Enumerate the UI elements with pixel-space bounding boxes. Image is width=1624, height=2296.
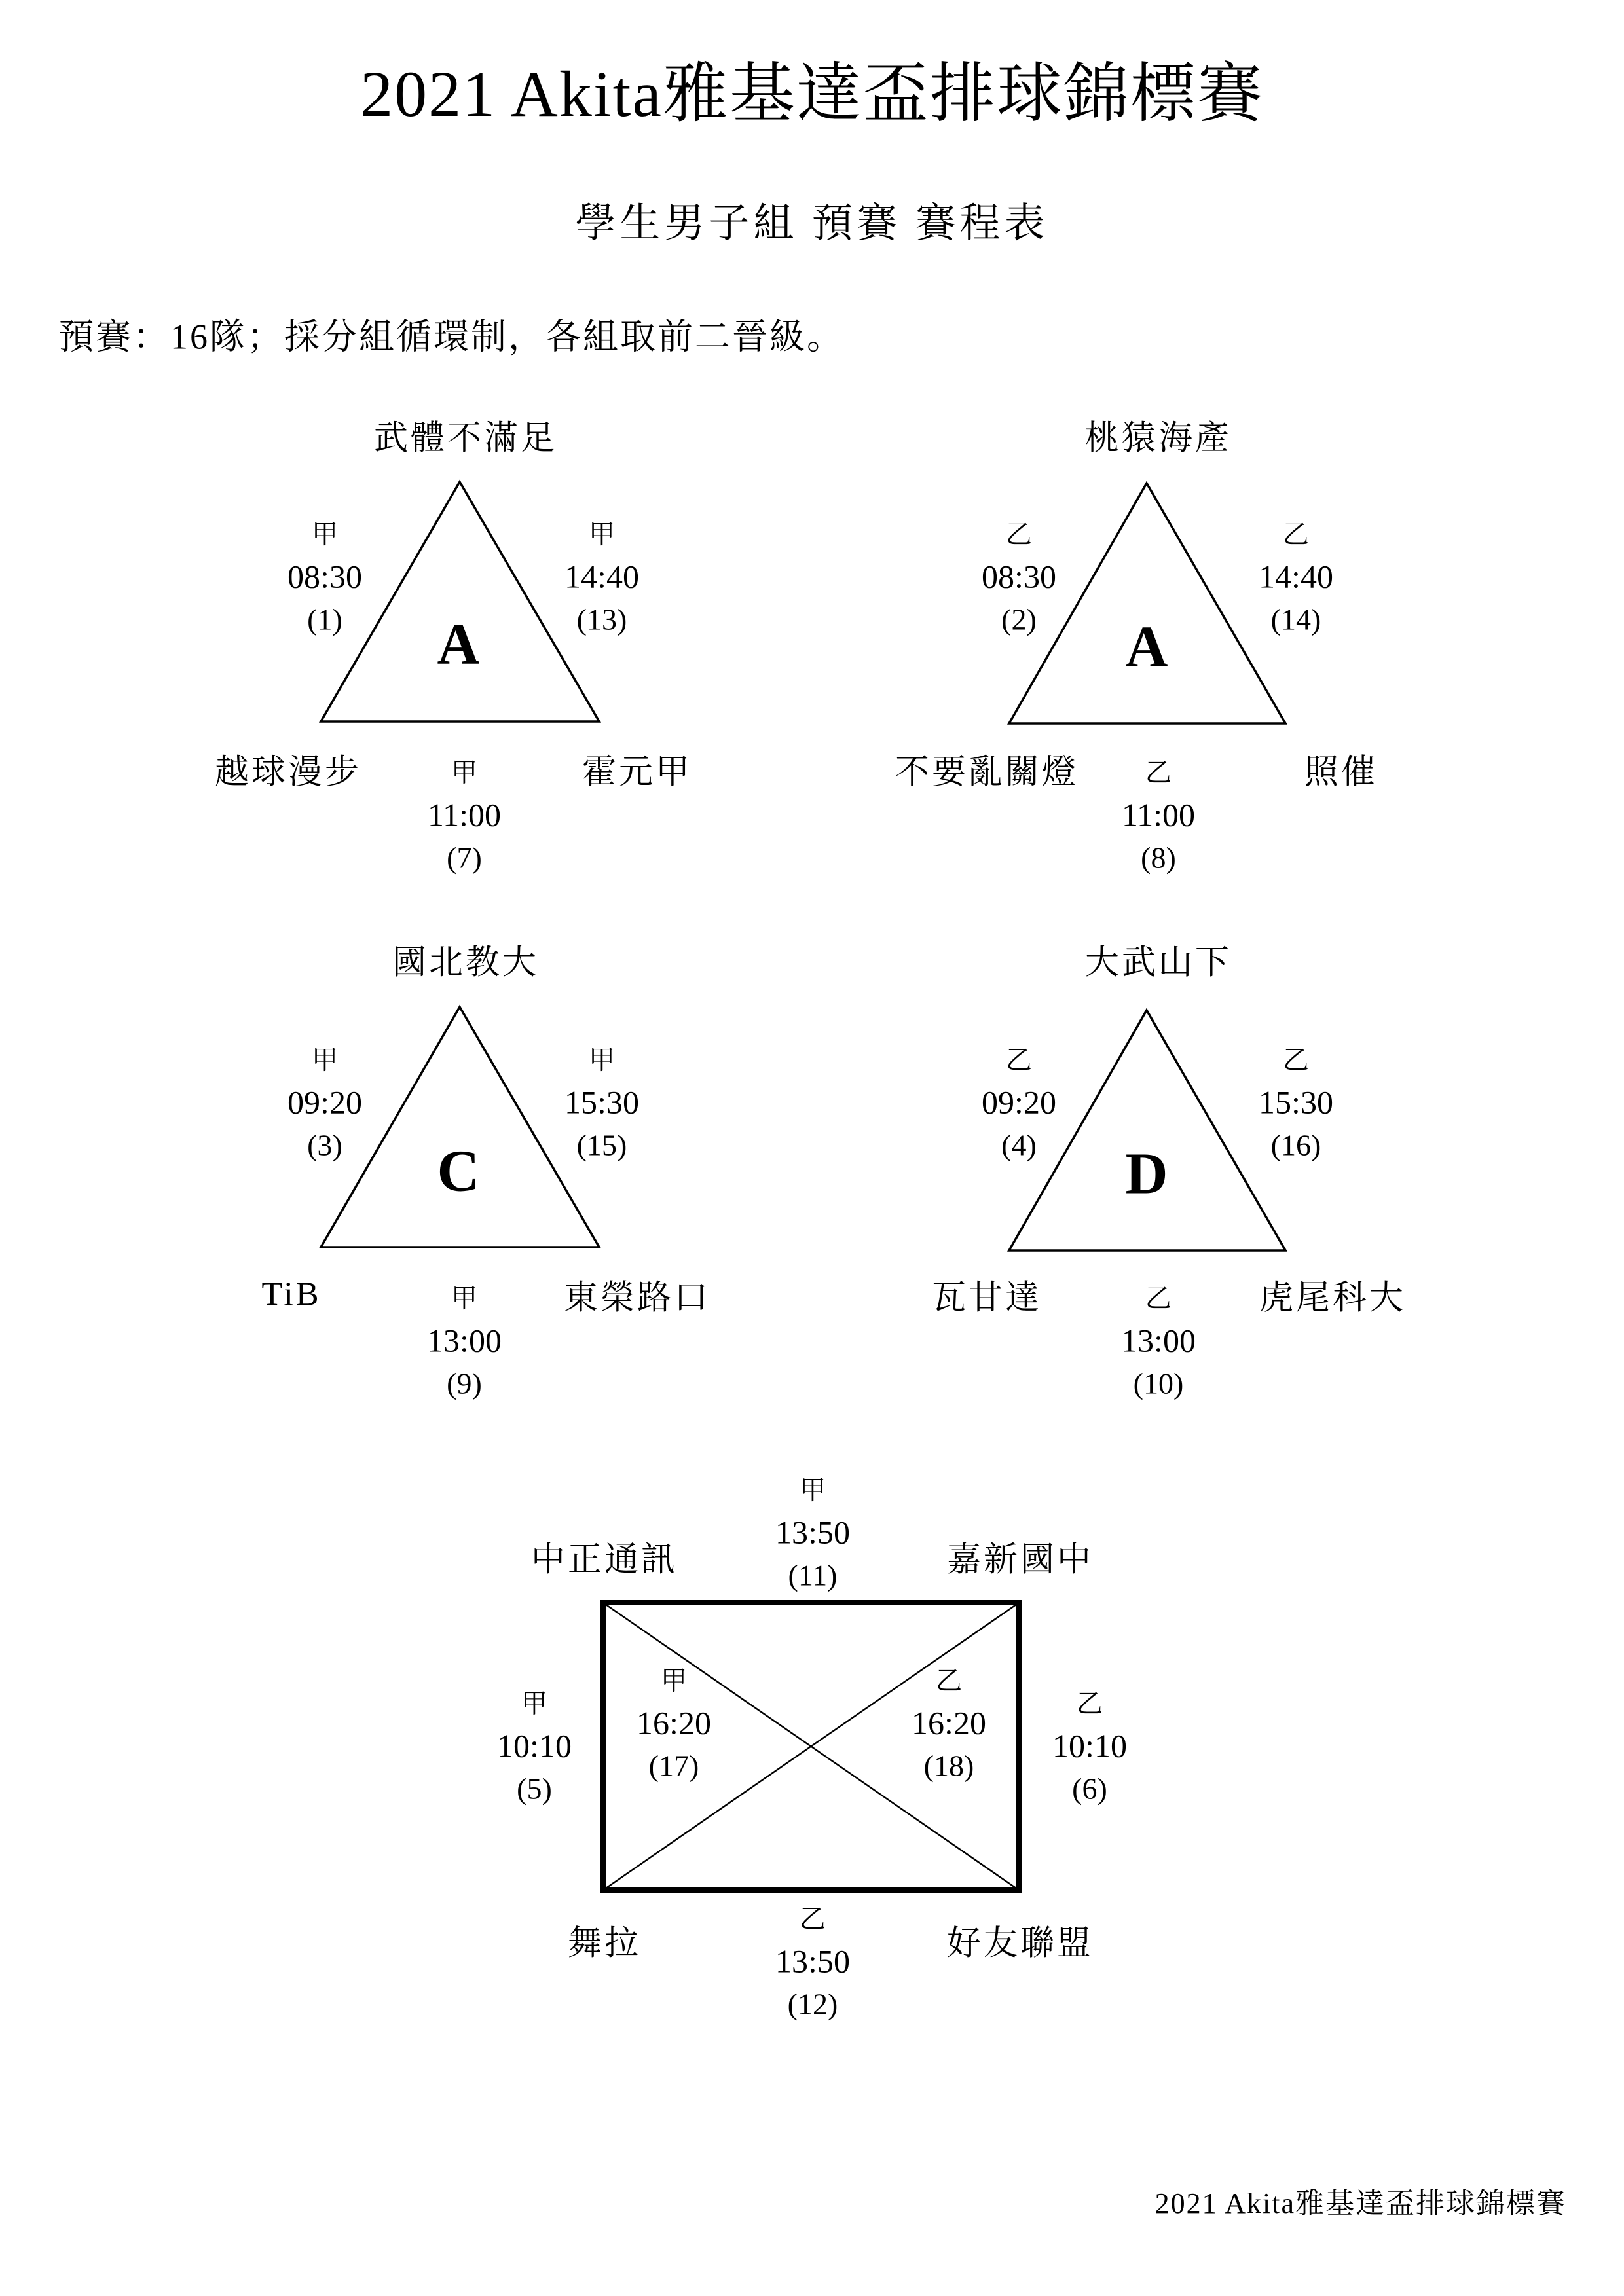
court-label: 乙 [936,1666,962,1696]
team-right: 東榮路口 [563,1279,711,1317]
court-label: 乙 [1006,519,1032,549]
team-right: 霍元甲 [581,754,693,792]
match-left [287,513,362,641]
group-letter: C [437,1139,480,1204]
match-time: 11:00 [427,796,502,833]
match-right [1259,1039,1333,1167]
group-letter: D [1125,1141,1168,1207]
match-number: (1) [307,602,342,636]
court-label: 乙 [800,1904,826,1934]
match-number: (16) [1270,1128,1321,1162]
match-number: (10) [1133,1366,1184,1400]
match-time: 08:30 [982,558,1056,595]
court-label: 乙 [1077,1688,1103,1719]
team-top: 大武山下 [1084,944,1232,982]
team-left: TiB [261,1275,322,1313]
match-time: 14:40 [564,558,639,595]
team-bottom-left: 舞拉 [567,1925,642,1963]
team-top: 武體不滿足 [373,420,558,458]
court-label: 乙 [1145,1283,1172,1313]
match-bottom [428,752,501,879]
court-label: 乙 [1283,519,1309,549]
match-time: 09:20 [287,1084,362,1121]
court-label: 甲 [800,1475,826,1505]
team-top-left: 中正通訊 [530,1541,678,1579]
page-footer: 2021 Akita雅基達盃排球錦標賽 [1154,2187,1566,2219]
match-left [497,1683,572,1810]
match-time: 16:20 [912,1704,986,1741]
match-bottom [427,1277,502,1405]
match-bottom [1122,752,1195,879]
intro-text: 預賽：16隊；採分組循環制，各組取前二晉級。 [58,317,844,357]
match-time: 08:30 [287,558,362,595]
group-letter: A [1125,614,1168,680]
court-label: 甲 [451,1283,477,1313]
match-right [1259,513,1333,641]
court-label: 乙 [1283,1045,1309,1075]
match-number: (4) [1001,1128,1037,1162]
page-subtitle: 學生男子組 預賽 賽程表 [575,201,1049,246]
page-title: 2021 Akita雅基達盃排球錦標賽 [360,58,1264,130]
court-label: 甲 [312,519,338,549]
match-number: (5) [517,1772,552,1806]
match-diagonal-left [637,1660,711,1787]
match-top [775,1469,850,1597]
match-number: (6) [1072,1772,1107,1806]
match-bottom [775,1898,850,2026]
team-left: 越球漫步 [214,754,362,792]
match-number: (15) [576,1128,627,1162]
court-label: 甲 [521,1688,547,1719]
match-number: (13) [576,602,627,636]
match-time: 16:20 [637,1704,711,1741]
match-number: (14) [1270,602,1321,636]
match-bottom [1121,1277,1196,1405]
team-top-right: 嘉新國中 [946,1541,1094,1579]
match-time: 09:20 [982,1084,1056,1121]
match-number: (18) [923,1749,974,1783]
group-c-triangle [321,1007,599,1247]
match-number: (8) [1141,841,1176,875]
match-left [287,1039,362,1167]
match-time: 10:10 [1052,1727,1127,1764]
match-time: 15:30 [564,1084,639,1121]
group-letter: A [437,611,480,677]
match-right [564,513,639,641]
match-left [982,513,1056,641]
match-time: 10:10 [497,1727,572,1764]
court-label: 乙 [1145,757,1172,788]
match-time: 13:00 [1121,1322,1196,1359]
match-number: (7) [447,841,482,875]
court-label: 甲 [589,519,615,549]
match-time: 15:30 [1259,1084,1333,1121]
match-right [1052,1683,1127,1810]
match-time: 11:00 [1121,796,1196,833]
team-right: 虎尾科大 [1259,1279,1407,1317]
group-a-left-triangle [321,482,599,721]
match-diagonal-right [912,1660,986,1787]
team-right: 照催 [1304,754,1378,792]
match-number: (2) [1001,602,1037,636]
court-label: 甲 [661,1666,687,1696]
match-number: (3) [307,1128,342,1162]
match-time: 14:40 [1259,558,1333,595]
team-top: 國北教大 [392,944,540,982]
match-right [564,1039,639,1167]
match-time: 13:00 [427,1322,502,1359]
match-number: (11) [788,1558,838,1592]
court-label: 甲 [589,1045,615,1075]
match-time: 13:50 [775,1514,850,1551]
team-left: 瓦甘達 [931,1279,1043,1317]
match-number: (9) [447,1366,482,1400]
match-time: 13:50 [775,1942,850,1980]
match-number: (17) [648,1749,699,1783]
team-top: 桃猿海產 [1084,420,1232,458]
team-left: 不要亂關燈 [895,754,1079,792]
court-label: 乙 [1006,1045,1032,1075]
team-bottom-right: 好友聯盟 [946,1925,1094,1963]
match-number: (12) [787,1987,838,2021]
court-label: 甲 [451,757,477,788]
match-left [982,1039,1056,1167]
court-label: 甲 [312,1045,338,1075]
